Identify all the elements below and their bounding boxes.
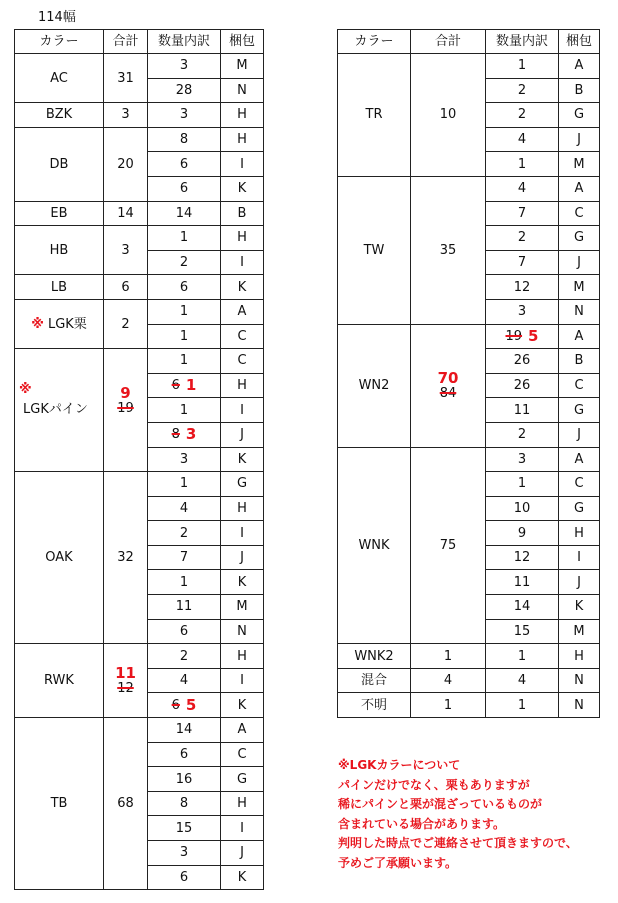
pack-cell: C bbox=[559, 472, 600, 497]
pack-cell: J bbox=[221, 422, 264, 447]
pack-cell: N bbox=[221, 78, 264, 103]
color-cell: OAK bbox=[15, 472, 104, 644]
pack-cell: G bbox=[559, 398, 600, 423]
qty-cell: 3 bbox=[148, 103, 221, 128]
color-name: LGKパイン bbox=[23, 402, 88, 418]
qty-cell: 2 bbox=[486, 422, 559, 447]
header-breakdown: 数量内訳 bbox=[486, 30, 559, 54]
total-cell: 10 bbox=[411, 54, 486, 177]
qty-cell: 4 bbox=[486, 668, 559, 693]
note-line: 判明した時点でご連絡させて頂きますので、 bbox=[338, 836, 578, 850]
pack-cell: C bbox=[221, 349, 264, 374]
table-row bbox=[15, 275, 264, 300]
qty-cell: 28 bbox=[148, 78, 221, 103]
sheet-title: 114幅 bbox=[38, 10, 76, 25]
color-cell: AC bbox=[15, 54, 104, 103]
pack-cell: I bbox=[221, 816, 264, 841]
table-row bbox=[15, 201, 264, 226]
header-color: カラー bbox=[15, 30, 104, 54]
pack-cell: M bbox=[221, 595, 264, 620]
pack-cell: I bbox=[221, 152, 264, 177]
qty-cell: 14 bbox=[148, 201, 221, 226]
qty-cell: 7 bbox=[486, 250, 559, 275]
pack-cell: B bbox=[559, 78, 600, 103]
pack-cell: K bbox=[559, 595, 600, 620]
qty-cell: 1 bbox=[486, 472, 559, 497]
qty-cell: 26 bbox=[486, 349, 559, 374]
header-color: カラー bbox=[338, 30, 411, 54]
header-pack: 梱包 bbox=[221, 30, 264, 54]
corrected-qty: 5 bbox=[528, 326, 539, 345]
qty-cell: 2 bbox=[148, 644, 221, 669]
pack-cell: G bbox=[559, 496, 600, 521]
color-cell bbox=[15, 299, 104, 348]
qty-cell: 1 bbox=[148, 472, 221, 497]
qty-cell: 1 bbox=[148, 324, 221, 349]
pack-cell: M bbox=[559, 152, 600, 177]
color-cell: WNK bbox=[338, 447, 411, 644]
pack-cell: K bbox=[221, 275, 264, 300]
color-cell: WN2 bbox=[338, 324, 411, 447]
corrected-total: 11 bbox=[115, 664, 136, 683]
left-table bbox=[14, 29, 264, 890]
pack-cell: M bbox=[559, 275, 600, 300]
pack-cell: H bbox=[221, 103, 264, 128]
qty-cell: 11 bbox=[148, 595, 221, 620]
pack-cell: K bbox=[221, 865, 264, 890]
qty-cell: 26 bbox=[486, 373, 559, 398]
table-row bbox=[338, 644, 600, 669]
pack-cell: A bbox=[559, 176, 600, 201]
total-cell: 3 bbox=[104, 103, 148, 128]
table-row bbox=[15, 103, 264, 128]
total-cell: 2 bbox=[104, 299, 148, 348]
corrected-qty: 5 bbox=[185, 695, 197, 714]
pack-cell: A bbox=[559, 447, 600, 472]
qty-cell: 2 bbox=[148, 250, 221, 275]
color-cell: WNK2 bbox=[338, 644, 411, 669]
original-qty: 19 bbox=[505, 328, 523, 344]
qty-cell: 3 bbox=[486, 299, 559, 324]
qty-cell: 1 bbox=[148, 299, 221, 324]
color-cell: TW bbox=[338, 176, 411, 324]
qty-cell: 2 bbox=[486, 103, 559, 128]
total-cell: 75 bbox=[411, 447, 486, 644]
color-cell: LB bbox=[15, 275, 104, 300]
table-row bbox=[338, 668, 600, 693]
pack-cell: A bbox=[559, 324, 600, 349]
header-total: 合計 bbox=[104, 30, 148, 54]
original-qty: 6 bbox=[171, 697, 180, 713]
table-row bbox=[338, 324, 600, 349]
pack-cell: A bbox=[221, 718, 264, 743]
qty-cell: 9 bbox=[486, 521, 559, 546]
qty-cell: 12 bbox=[486, 545, 559, 570]
qty-cell: 14 bbox=[486, 595, 559, 620]
header-row bbox=[15, 30, 264, 54]
note-line: ※LGKカラーについて bbox=[338, 758, 461, 772]
note-line: 稀にパインと栗が混ざっているものが bbox=[338, 797, 543, 811]
qty-cell bbox=[148, 422, 221, 447]
qty-cell bbox=[148, 693, 221, 718]
pack-cell: A bbox=[221, 299, 264, 324]
table-row bbox=[15, 127, 264, 152]
pack-cell: N bbox=[559, 668, 600, 693]
table-row bbox=[338, 693, 600, 718]
pack-cell: J bbox=[559, 250, 600, 275]
pack-cell: N bbox=[559, 693, 600, 718]
pack-cell: J bbox=[559, 127, 600, 152]
table-row bbox=[338, 447, 600, 472]
note-line: 含まれている場合があります。 bbox=[338, 816, 506, 831]
header-breakdown: 数量内訳 bbox=[148, 30, 221, 54]
qty-cell: 1 bbox=[486, 152, 559, 177]
qty-cell: 6 bbox=[148, 176, 221, 201]
pack-cell: I bbox=[221, 398, 264, 423]
pack-cell: K bbox=[221, 570, 264, 595]
pack-cell: I bbox=[221, 521, 264, 546]
total-cell: 68 bbox=[104, 718, 148, 890]
pack-cell: M bbox=[221, 54, 264, 79]
note-line: パインだけでなく、栗もありますが bbox=[338, 777, 530, 792]
color-cell: HB bbox=[15, 226, 104, 275]
qty-cell: 8 bbox=[148, 791, 221, 816]
total-cell: 1 bbox=[411, 644, 486, 669]
qty-cell: 6 bbox=[148, 152, 221, 177]
qty-cell: 1 bbox=[148, 398, 221, 423]
pack-cell: G bbox=[559, 103, 600, 128]
original-total: 12 bbox=[117, 680, 134, 696]
qty-cell: 1 bbox=[148, 570, 221, 595]
pack-cell: B bbox=[221, 201, 264, 226]
qty-cell: 4 bbox=[486, 176, 559, 201]
note-line: 予めご了承願います。 bbox=[338, 855, 458, 870]
pack-cell: C bbox=[221, 742, 264, 767]
qty-cell: 6 bbox=[148, 865, 221, 890]
pack-cell: H bbox=[221, 791, 264, 816]
qty-cell: 1 bbox=[486, 644, 559, 669]
total-cell: 32 bbox=[104, 472, 148, 644]
pack-cell: C bbox=[221, 324, 264, 349]
qty-cell: 11 bbox=[486, 570, 559, 595]
qty-cell: 3 bbox=[148, 841, 221, 866]
pack-cell: H bbox=[559, 521, 600, 546]
qty-cell: 4 bbox=[148, 496, 221, 521]
color-cell: TR bbox=[338, 54, 411, 177]
qty-cell: 15 bbox=[148, 816, 221, 841]
qty-cell: 6 bbox=[148, 742, 221, 767]
total-cell: 31 bbox=[104, 54, 148, 103]
total-cell: 4 bbox=[411, 668, 486, 693]
total-cell: 3 bbox=[104, 226, 148, 275]
table-row bbox=[15, 299, 264, 324]
corrected-total: 70 bbox=[437, 369, 459, 388]
qty-cell: 16 bbox=[148, 767, 221, 792]
qty-cell: 10 bbox=[486, 496, 559, 521]
total-cell: 1 bbox=[411, 693, 486, 718]
qty-cell: 1 bbox=[486, 693, 559, 718]
table-row bbox=[15, 226, 264, 251]
pack-cell: J bbox=[221, 841, 264, 866]
pack-cell: K bbox=[221, 447, 264, 472]
qty-cell: 2 bbox=[148, 521, 221, 546]
qty-cell: 6 bbox=[148, 275, 221, 300]
qty-cell: 3 bbox=[148, 447, 221, 472]
total-cell: 35 bbox=[411, 176, 486, 324]
corrected-qty: 3 bbox=[185, 425, 197, 444]
pack-cell: M bbox=[559, 619, 600, 644]
header-row bbox=[338, 30, 600, 54]
note-mark: ※ bbox=[31, 316, 44, 332]
pack-cell: B bbox=[559, 349, 600, 374]
color-cell: BZK bbox=[15, 103, 104, 128]
note-mark: ※ bbox=[19, 382, 32, 398]
qty-cell: 6 bbox=[148, 619, 221, 644]
pack-cell: H bbox=[221, 127, 264, 152]
right-table bbox=[337, 29, 600, 718]
total-cell: 14 bbox=[104, 201, 148, 226]
pack-cell: K bbox=[221, 176, 264, 201]
table-row bbox=[15, 54, 264, 79]
corrected-qty: 1 bbox=[185, 376, 197, 395]
table-row bbox=[338, 54, 600, 79]
color-cell: 不明 bbox=[338, 693, 411, 718]
pack-cell: A bbox=[559, 54, 600, 79]
qty-cell: 3 bbox=[148, 54, 221, 79]
lgk-note bbox=[338, 756, 618, 873]
table-row bbox=[15, 472, 264, 497]
total-cell bbox=[104, 644, 148, 718]
pack-cell: I bbox=[221, 668, 264, 693]
pack-cell: H bbox=[559, 644, 600, 669]
pack-cell: C bbox=[559, 373, 600, 398]
qty-cell: 3 bbox=[486, 447, 559, 472]
qty-cell: 4 bbox=[148, 668, 221, 693]
header-total: 合計 bbox=[411, 30, 486, 54]
qty-cell bbox=[486, 324, 559, 349]
qty-cell: 12 bbox=[486, 275, 559, 300]
table-row bbox=[15, 644, 264, 669]
color-cell: EB bbox=[15, 201, 104, 226]
pack-cell: G bbox=[221, 472, 264, 497]
color-name: LGK栗 bbox=[47, 316, 87, 332]
pack-cell: J bbox=[559, 422, 600, 447]
pack-cell: H bbox=[221, 496, 264, 521]
color-cell: TB bbox=[15, 718, 104, 890]
total-cell bbox=[104, 349, 148, 472]
qty-cell: 2 bbox=[486, 226, 559, 251]
corrected-total: 9 bbox=[120, 384, 131, 403]
original-qty: 6 bbox=[171, 378, 180, 394]
original-total: 84 bbox=[439, 385, 457, 401]
table-row bbox=[15, 718, 264, 743]
qty-cell: 11 bbox=[486, 398, 559, 423]
pack-cell: N bbox=[221, 619, 264, 644]
original-total: 19 bbox=[117, 400, 134, 416]
qty-cell: 4 bbox=[486, 127, 559, 152]
qty-cell: 1 bbox=[148, 226, 221, 251]
qty-cell: 1 bbox=[486, 54, 559, 79]
table-row bbox=[15, 349, 264, 374]
qty-cell: 1 bbox=[148, 349, 221, 374]
qty-cell: 8 bbox=[148, 127, 221, 152]
pack-cell: J bbox=[559, 570, 600, 595]
pack-cell: K bbox=[221, 693, 264, 718]
pack-cell: H bbox=[221, 226, 264, 251]
color-cell: DB bbox=[15, 127, 104, 201]
pack-cell: H bbox=[221, 373, 264, 398]
color-cell: 混合 bbox=[338, 668, 411, 693]
qty-cell: 2 bbox=[486, 78, 559, 103]
qty-cell: 14 bbox=[148, 718, 221, 743]
total-cell: 20 bbox=[104, 127, 148, 201]
pack-cell: I bbox=[221, 250, 264, 275]
color-cell: RWK bbox=[15, 644, 104, 718]
pack-cell: G bbox=[221, 767, 264, 792]
color-cell bbox=[15, 349, 104, 472]
qty-cell: 15 bbox=[486, 619, 559, 644]
original-qty: 8 bbox=[171, 427, 180, 443]
total-cell bbox=[411, 324, 486, 447]
qty-cell: 7 bbox=[486, 201, 559, 226]
table-row bbox=[338, 176, 600, 201]
total-cell: 6 bbox=[104, 275, 148, 300]
pack-cell: I bbox=[559, 545, 600, 570]
qty-cell bbox=[148, 373, 221, 398]
qty-cell: 7 bbox=[148, 545, 221, 570]
pack-cell: H bbox=[221, 644, 264, 669]
pack-cell: G bbox=[559, 226, 600, 251]
pack-cell: J bbox=[221, 545, 264, 570]
header-pack: 梱包 bbox=[559, 30, 600, 54]
pack-cell: N bbox=[559, 299, 600, 324]
pack-cell: C bbox=[559, 201, 600, 226]
